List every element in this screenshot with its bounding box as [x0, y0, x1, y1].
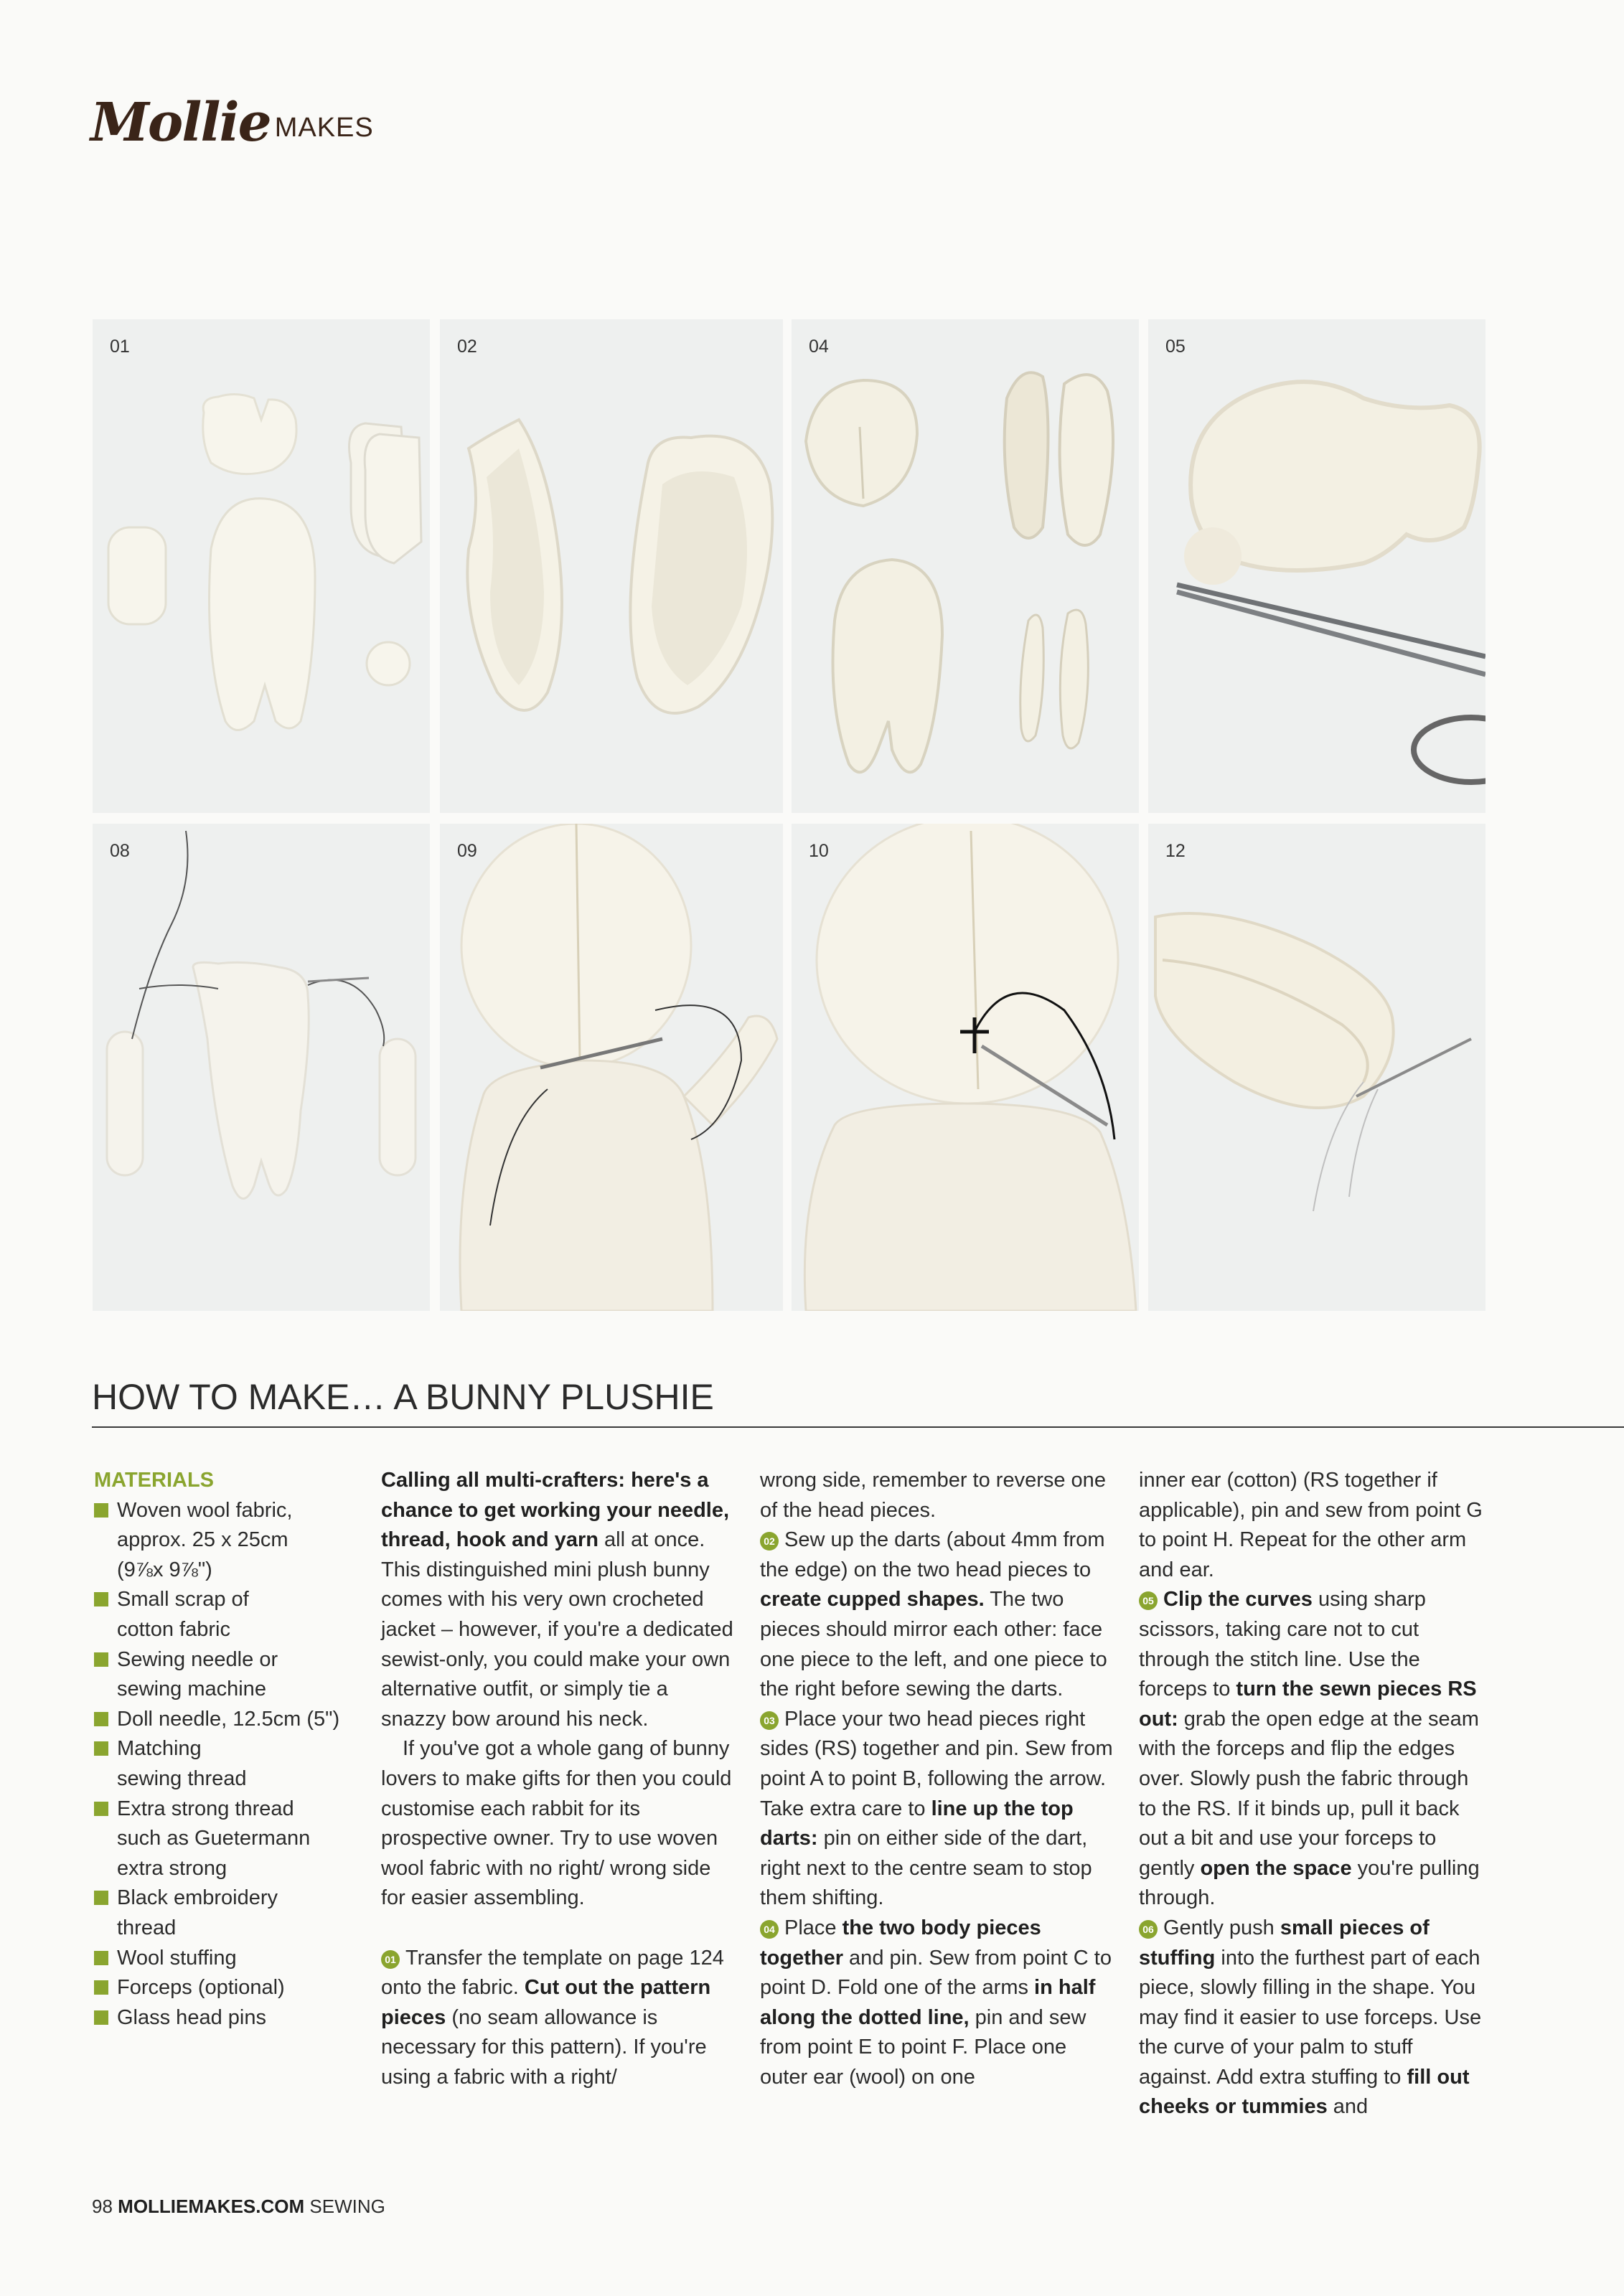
photo-number: 05 [1165, 337, 1186, 357]
photo-number: 01 [110, 337, 130, 357]
photo-number: 12 [1165, 841, 1186, 861]
material-item: Wool stuffing [94, 1944, 360, 1974]
bullet-square-icon [94, 2010, 108, 2025]
steps-column-4 [1139, 1466, 1483, 2122]
photo-number: 02 [457, 337, 477, 357]
photo-step-01 [93, 319, 430, 813]
intro-paragraph: Calling all multi-crafters: here's a chance to get working your needle, thread, hook and yarn all at once. This distinguished mini plush bunny comes with his very own crocheted jacket – however, if you're a dedicated sewist-only, you could make your own alternative outfit, or simply tie a snazzy bow around his neck. [381, 1469, 733, 1731]
step-2: 02 Sew up the darts (about 4mm from the edge) on the two head pieces to create cupped shapes. The two pieces should mirror each other: face one piece to the left, and one piece to the right before sewing the darts. [760, 1528, 1107, 1701]
material-item: Matching sewing thread [94, 1734, 360, 1794]
photo-step-08 [93, 824, 430, 1311]
intro-paragraph-2: If you've got a whole gang of bunny lovers to make gifts for then you could customise each rabbit for its prospective owner. Try to use woven wool fabric with no right/ wrong side for easier assembling. [381, 1737, 732, 1910]
material-item: Woven wool fabric, approx. 25 x 25cm (9⅞x 9⅞") [94, 1496, 360, 1586]
photo-step-02 [440, 319, 783, 813]
footer-section: SEWING [309, 2196, 385, 2217]
material-item: Forceps (optional) [94, 1973, 360, 2003]
photo-step-10 [792, 824, 1139, 1311]
article-heading: HOW TO MAKE… A BUNNY PLUSHIE [92, 1377, 714, 1417]
step-3: 03 Place your two head pieces right sides (RS) together and pin. Sew from point A to point B, following the arrow. Take extra care to line up the top darts: pin on either side of the dart, right next to the centre seam to stop them shifting. [760, 1707, 1113, 1910]
materials-list [94, 1496, 360, 2033]
body-and-ears-photo [792, 319, 1139, 813]
forceps-turning-photo [1148, 319, 1485, 813]
bullet-square-icon [94, 1741, 108, 1756]
photo-step-05 [1148, 319, 1485, 813]
photo-step-12 [1148, 824, 1485, 1311]
step-4: 04 Place the two body pieces together and pin. Sew from point C to point D. Fold one of the arms in half along the dotted line, pin and sew from point E to point F. Place one outer ear (wool) on one [760, 1916, 1112, 2089]
magazine-logo [90, 85, 374, 154]
logo-script: Mollie [90, 92, 271, 154]
bullet-square-icon [94, 1891, 108, 1905]
step-5: 05 Clip the curves using sharp scissors, taking care not to cut through the stitch line. Use the forceps to turn the sewn pieces RS out: grab the open edge at the seam with the forceps and flip the edges over. Slowly push the fabric through to the RS. If it binds up, pull it back out a bit and use your forceps to gently open the space you're pulling through. [1139, 1588, 1480, 1910]
photo-number: 04 [809, 337, 829, 357]
material-item: Glass head pins [94, 2003, 360, 2033]
material-item: Small scrap of cotton fabric [94, 1585, 360, 1645]
bullet-square-icon [94, 1980, 108, 1995]
material-item: Sewing needle or sewing machine [94, 1645, 360, 1705]
page-footer [92, 2196, 385, 2218]
photo-step-04 [792, 319, 1139, 813]
steps-column-3 [760, 1466, 1115, 2092]
photo-number: 10 [809, 841, 829, 861]
bullet-square-icon [94, 1652, 108, 1667]
photo-number: 08 [110, 841, 130, 861]
cupped-shapes-photo [440, 319, 783, 813]
photo-number: 09 [457, 841, 477, 861]
step-6: 06 Gently push small pieces of stuffing into the furthest part of each piece, slowly filling in the shape. You may find it easier to use forceps. Use the curve of your palm to stuff against. Add extra stuffing to fill out cheeks or tummies and [1139, 1916, 1482, 2119]
materials-column [94, 1466, 360, 2033]
logo-makes: MAKES [274, 113, 374, 143]
materials-title: MATERIALS [94, 1469, 215, 1492]
embroidering-face-photo [792, 824, 1139, 1311]
intro-column [381, 1466, 736, 2092]
sewing-head-photo [440, 824, 783, 1311]
step-1-continued: wrong side, remember to reverse one of the head pieces. [760, 1469, 1106, 1522]
bullet-square-icon [94, 1951, 108, 1965]
step-number-badge: 02 [760, 1532, 779, 1551]
attaching-arms-photo [93, 824, 430, 1311]
step-4-continued: inner ear (cotton) (RS together if applicable), pin and sew from point G to point H. Repeat for the other arm and ear. [1139, 1469, 1483, 1581]
bullet-square-icon [94, 1592, 108, 1606]
step-number-badge: 01 [381, 1950, 400, 1969]
step-number-badge: 05 [1139, 1591, 1158, 1610]
material-item: Extra strong thread such as Guetermann extra strong [94, 1794, 360, 1884]
material-item: Black embroidery thread [94, 1883, 360, 1943]
page-number: 98 [92, 2196, 113, 2217]
bullet-square-icon [94, 1802, 108, 1816]
ear-closing-photo [1148, 824, 1485, 1311]
cut-pieces-photo [93, 319, 430, 813]
photo-step-09 [440, 824, 783, 1311]
step-number-badge: 06 [1139, 1920, 1158, 1939]
footer-site: MOLLIEMAKES.COM [118, 2196, 305, 2217]
step-number-badge: 03 [760, 1711, 779, 1730]
bullet-square-icon [94, 1503, 108, 1518]
step-1: 01 Transfer the template on page 124 onto the fabric. Cut out the pattern pieces (no seam allowance is necessary for this pattern). If you're using a fabric with a right/ [381, 1946, 724, 2089]
material-item: Doll needle, 12.5cm (5") [94, 1705, 360, 1735]
bullet-square-icon [94, 1712, 108, 1726]
step-number-badge: 04 [760, 1920, 779, 1939]
heading-rule [92, 1426, 1624, 1428]
